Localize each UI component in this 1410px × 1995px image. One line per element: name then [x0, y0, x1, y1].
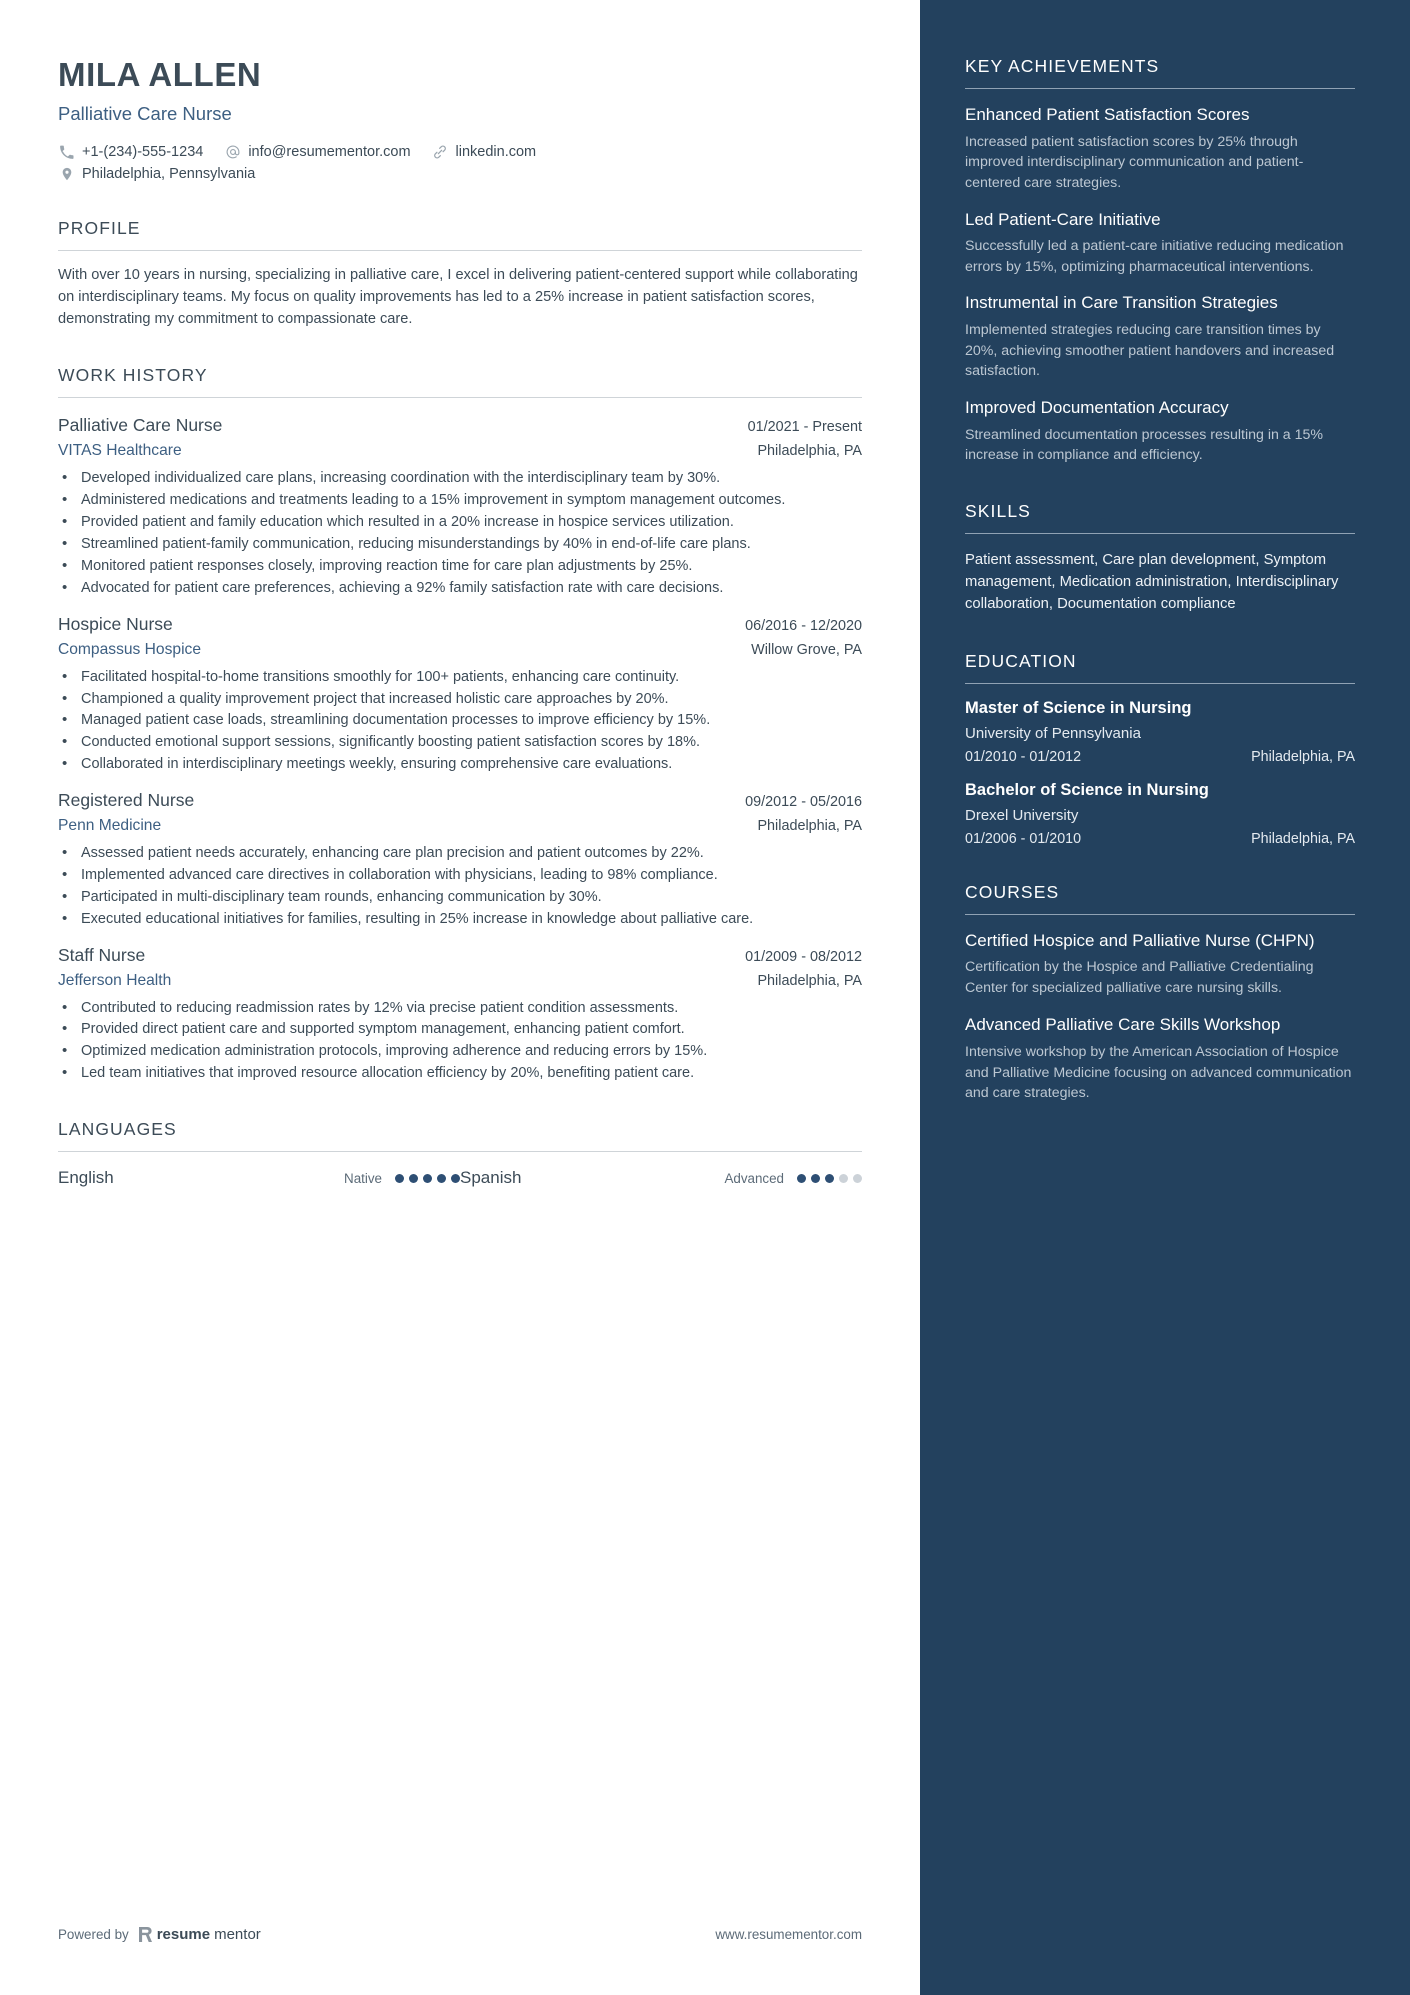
footer-website[interactable]: www.resumementor.com [715, 1927, 862, 1942]
course-title: Advanced Palliative Care Skills Workshop [965, 1015, 1281, 1035]
achievement-title: Instrumental in Care Transition Strategies [965, 293, 1278, 313]
contact-link-text: linkedin.com [455, 144, 537, 161]
link-icon [432, 144, 449, 161]
courses-heading: COURSES [965, 881, 1060, 902]
achievement-item [965, 292, 1355, 382]
work-entry-company: Penn Medicine [58, 817, 162, 835]
contact-location-text: Philadelphia, Pennsylvania [82, 166, 256, 183]
work-entry-location: Willow Grove, PA [751, 641, 862, 658]
achievement-item [965, 104, 1355, 194]
profile-text: With over 10 years in nursing, specializing in palliative care, I excel in delivering patient-centered support while collaborating on interdisciplinary teams. My focus on quality improvements has led to a 25% increase in patient satisfaction scores, demonstrating my commitment to compassionate care. [58, 266, 858, 328]
courses-list [965, 930, 1355, 1104]
bullet-item: • Collaborated in interdisciplinary meetings weekly, ensuring comprehensive care evaluations. [58, 754, 862, 775]
course-item [965, 930, 1355, 999]
course-description: Intensive workshop by the American Association of Hospice and Palliative Medicine focusing on advanced communication and care strategies. [965, 1044, 1352, 1102]
bullet-item: • Advocated for patient care preferences, achieving a 92% family satisfaction rate with care decisions. [58, 578, 862, 599]
bullet-item: • Contributed to reducing readmission rates by 12% via precise patient condition assessments. [58, 998, 862, 1019]
rating-dot [409, 1174, 418, 1183]
education-divider [965, 683, 1355, 684]
work-entry-company: Compassus Hospice [58, 640, 202, 658]
work-entry-subheader [58, 442, 862, 460]
contact-location [58, 166, 255, 183]
education-meta [965, 749, 1355, 765]
powered-by-label: Powered by [58, 1927, 129, 1942]
rating-dot [853, 1174, 862, 1183]
work-history-entry [58, 614, 862, 775]
rating-dot [811, 1174, 820, 1183]
achievement-item [965, 397, 1355, 466]
contact-email-text: info@resumementor.com [248, 144, 411, 161]
work-history-entry [58, 415, 862, 598]
rating-dot [437, 1174, 446, 1183]
courses-divider [965, 914, 1355, 915]
resumementor-mark-icon [138, 1926, 153, 1943]
powered-by-block [58, 1926, 261, 1943]
language-rating-dots [797, 1174, 862, 1183]
bullet-item: • Conducted emotional support sessions, significantly boosting patient satisfaction scores by 18%. [58, 732, 862, 753]
bullet-item: • Administered medications and treatments leading to a 15% improvement in symptom management outcomes. [58, 490, 862, 511]
course-title: Certified Hospice and Palliative Nurse (CHPN) [965, 930, 1315, 950]
achievement-description: Successfully led a patient-care initiative reducing medication errors by 15%, optimizing pharmaceutical interventions. [965, 238, 1344, 275]
work-entry-subheader [58, 972, 862, 990]
work-entry-header [58, 945, 862, 966]
rating-dot [825, 1174, 834, 1183]
education-school: Drexel University [965, 806, 1079, 824]
bullet-item: • Assessed patient needs accurately, enhancing care plan precision and patient outcomes by 22%. [58, 843, 862, 864]
contact-phone-text: +1-(234)-555-1234 [82, 144, 204, 161]
work-entry-bullets [58, 843, 862, 930]
bullet-item: • Implemented advanced care directives in collaboration with physicians, leading to 98% compliance. [58, 865, 862, 886]
achievement-title: Improved Documentation Accuracy [965, 398, 1229, 417]
skills-heading: SKILLS [965, 500, 1031, 521]
sidebar-section-key-achievements [965, 56, 1355, 466]
work-entry-header [58, 614, 862, 635]
languages-divider [58, 1151, 862, 1152]
sidebar-section-courses [965, 882, 1355, 1104]
education-degree: Bachelor of Science in Nursing [965, 780, 1209, 799]
work-history-entry [58, 790, 862, 930]
contact-email[interactable] [224, 144, 410, 161]
skills-divider [965, 533, 1355, 534]
work-entry-dates: 01/2009 - 08/2012 [745, 948, 862, 965]
education-item [965, 699, 1355, 765]
bullet-item: • Led team initiatives that improved resource allocation efficiency by 20%, benefiting patient care. [58, 1063, 862, 1084]
contact-line-1 [58, 144, 862, 161]
work-entry-role: Registered Nurse [58, 790, 195, 811]
sidebar-section-education [965, 651, 1355, 847]
rating-dot [423, 1174, 432, 1183]
rating-dot [839, 1174, 848, 1183]
profile-divider [58, 250, 862, 251]
phone-icon [58, 144, 75, 161]
work-entry-role: Hospice Nurse [58, 613, 173, 634]
rating-dot [451, 1174, 460, 1183]
work-entry-location: Philadelphia, PA [757, 972, 862, 989]
achievement-item [965, 209, 1355, 278]
work-entry-header [58, 790, 862, 811]
work-entry-bullets [58, 998, 862, 1085]
language-level: Advanced [724, 1170, 784, 1186]
education-dates: 01/2010 - 01/2012 [965, 748, 1082, 765]
achievement-title: Enhanced Patient Satisfaction Scores [965, 105, 1250, 124]
education-item [965, 781, 1355, 847]
at-sign-icon [224, 144, 241, 161]
work-entry-company: VITAS Healthcare [58, 442, 182, 460]
key-achievements-list [965, 104, 1355, 466]
rating-dot [797, 1174, 806, 1183]
work-entry-location: Philadelphia, PA [757, 818, 862, 835]
bullet-item: • Facilitated hospital-to-home transitions smoothly for 100+ patients, enhancing care continuity. [58, 667, 862, 688]
job-title-subtitle: Palliative Care Nurse [58, 102, 232, 124]
key-achievements-divider [965, 88, 1355, 89]
brand-bold-text: resume [156, 1926, 211, 1943]
key-achievements-heading: KEY ACHIEVEMENTS [965, 56, 1160, 76]
achievement-description: Increased patient satisfaction scores by 25% through improved interdisciplinary communication and patient-centered care strategies. [965, 133, 1304, 191]
work-entry-role: Staff Nurse [58, 944, 146, 965]
achievement-description: Streamlined documentation processes resulting in a 15% increase in compliance and efficiency. [965, 426, 1324, 464]
bullet-item: • Streamlined patient-family communication, reducing misunderstandings by 40% in end-of-life care plans. [58, 534, 862, 555]
language-name: English [58, 1168, 114, 1188]
achievement-description: Implemented strategies reducing care transition times by 20%, achieving smoother patient handovers and increased satisfaction. [965, 322, 1335, 380]
language-item [58, 1168, 460, 1188]
bullet-item: • Optimized medication administration protocols, improving adherence and reducing errors by 15%. [58, 1041, 862, 1062]
contact-details [58, 144, 862, 183]
bullet-item: • Championed a quality improvement project that increased holistic care approaches by 20%. [58, 689, 862, 710]
work-entry-company: Jefferson Health [58, 971, 172, 989]
contact-link[interactable] [432, 144, 537, 161]
section-work-history [58, 365, 862, 1084]
work-entry-role: Palliative Care Nurse [58, 415, 223, 436]
languages-list [58, 1168, 862, 1188]
sidebar-section-skills [965, 501, 1355, 616]
education-heading: EDUCATION [965, 650, 1077, 671]
education-degree: Master of Science in Nursing [965, 698, 1192, 717]
language-rating-dots [395, 1174, 460, 1183]
page-title: MILA ALLEN [58, 56, 262, 93]
education-meta [965, 831, 1355, 847]
education-dates: 01/2006 - 01/2010 [965, 830, 1082, 847]
work-history-heading: WORK HISTORY [58, 365, 208, 386]
bullet-item: • Provided direct patient care and supported symptom management, enhancing patient comfort. [58, 1019, 862, 1040]
language-item [460, 1168, 862, 1188]
sidebar [920, 0, 1410, 1995]
languages-heading: LANGUAGES [58, 1119, 177, 1140]
work-history-entry [58, 945, 862, 1085]
language-level: Native [344, 1170, 382, 1186]
section-languages [58, 1119, 862, 1188]
bullet-item: • Provided patient and family education which resulted in a 20% increase in hospice services utilization. [58, 512, 862, 533]
map-pin-icon [58, 166, 75, 183]
education-location: Philadelphia, PA [1251, 748, 1355, 765]
work-entry-subheader [58, 641, 862, 659]
education-school: University of Pennsylvania [965, 724, 1141, 742]
footer [58, 1926, 862, 1943]
work-entry-bullets [58, 468, 862, 598]
skills-text: Patient assessment, Care plan development, Symptom management, Medication administration, Interdisciplinary collaboration, Documentation compliance [965, 551, 1339, 613]
contact-line-2 [58, 166, 862, 183]
contact-phone[interactable] [58, 144, 203, 161]
work-entry-dates: 09/2012 - 05/2016 [745, 794, 862, 811]
work-entry-dates: 01/2021 - Present [747, 419, 862, 436]
course-description: Certification by the Hospice and Palliative Credentialing Center for specialized palliative care nursing skills. [965, 959, 1314, 996]
bullet-item: • Monitored patient responses closely, improving reaction time for care plan adjustments by 25%. [58, 556, 862, 577]
work-entry-header [58, 415, 862, 436]
education-list [965, 699, 1355, 847]
bullet-item: • Participated in multi-disciplinary team rounds, enhancing communication by 30%. [58, 887, 862, 908]
brand-light-text: mentor [214, 1926, 261, 1943]
work-history-divider [58, 397, 862, 398]
achievement-title: Led Patient-Care Initiative [965, 209, 1161, 229]
bullet-item: • Managed patient case loads, streamlining documentation processes to improve efficiency by 15%. [58, 710, 862, 731]
profile-heading: PROFILE [58, 217, 141, 238]
work-entry-dates: 06/2016 - 12/2020 [745, 617, 862, 634]
section-profile [58, 218, 862, 331]
work-entry-subheader [58, 817, 862, 835]
bullet-item: • Executed educational initiatives for families, resulting in 25% increase in knowledge about palliative care. [58, 909, 862, 930]
resumementor-logo [138, 1926, 261, 1943]
rating-dot [395, 1174, 404, 1183]
education-location: Philadelphia, PA [1251, 830, 1355, 847]
course-item [965, 1014, 1355, 1104]
bullet-item: • Developed individualized care plans, increasing coordination with the interdisciplinary team by 30%. [58, 468, 862, 489]
language-name: Spanish [460, 1168, 522, 1188]
work-entry-location: Philadelphia, PA [757, 443, 862, 460]
work-history-list [58, 415, 862, 1084]
work-entry-bullets [58, 667, 862, 775]
